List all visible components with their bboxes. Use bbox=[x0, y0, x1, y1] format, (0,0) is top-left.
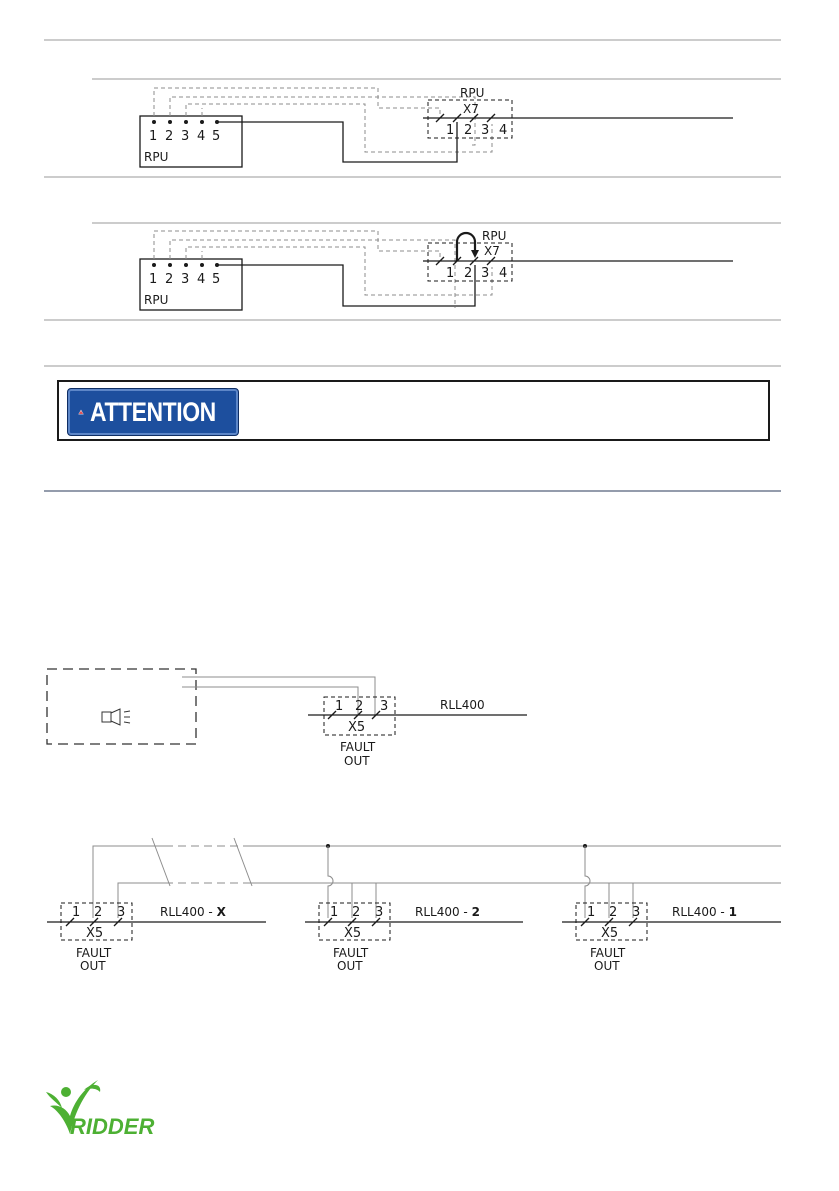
fault-out-chain-diagram bbox=[47, 838, 781, 973]
x5-terminal-number: 2 bbox=[609, 905, 618, 920]
fault-label: FAULT bbox=[340, 740, 376, 754]
connector-name: X5 bbox=[86, 926, 104, 941]
rll400-unit-2 bbox=[305, 903, 523, 973]
rpu-terminal-dots bbox=[152, 263, 219, 267]
attention-notice bbox=[57, 380, 770, 441]
fault-label: OUT bbox=[337, 959, 363, 973]
strip-terminal-number: 3 bbox=[481, 266, 490, 281]
connector-name: X5 bbox=[348, 720, 366, 735]
fault-out-single-diagram bbox=[47, 669, 527, 768]
x5-terminal-number: 1 bbox=[72, 905, 81, 920]
rpu-terminal-number: 2 bbox=[165, 129, 174, 144]
x5-terminal-number: 1 bbox=[330, 905, 339, 920]
attention-label: ATTENTION bbox=[90, 396, 216, 427]
strip-terminal-number: 2 bbox=[464, 266, 473, 281]
fault-label: FAULT bbox=[333, 946, 369, 960]
strip-title: RPU bbox=[482, 229, 507, 243]
strip-terminal-number: 4 bbox=[499, 123, 508, 138]
rll400-unit-x bbox=[47, 903, 266, 973]
x5-terminal-number: 3 bbox=[117, 905, 126, 920]
connector-name: X5 bbox=[601, 926, 619, 941]
rpu-terminal-number: 1 bbox=[149, 129, 158, 144]
attention-badge bbox=[67, 388, 239, 436]
horn-icon bbox=[102, 709, 130, 725]
rpu-terminal-number: 2 bbox=[165, 272, 174, 287]
strip-terminal-number: 1 bbox=[446, 266, 455, 281]
logo-wordmark: RIDDER bbox=[70, 1114, 155, 1139]
unit-label: RLL400 - 1 bbox=[672, 905, 737, 919]
fault-label: OUT bbox=[344, 754, 370, 768]
x5-terminal-number: 3 bbox=[375, 905, 384, 920]
connector-name: X5 bbox=[344, 926, 362, 941]
x5-terminal-number: 2 bbox=[355, 699, 364, 714]
strip-terminal-number: 3 bbox=[481, 123, 490, 138]
rpu-terminal-number: 3 bbox=[181, 129, 190, 144]
strip-terminal-number: 2 bbox=[464, 123, 473, 138]
fault-label: FAULT bbox=[76, 946, 112, 960]
x5-terminal-number: 2 bbox=[94, 905, 103, 920]
rpu-device-label: RPU bbox=[144, 293, 169, 307]
rpu-device-label: RPU bbox=[144, 150, 169, 164]
strip-name: X7 bbox=[484, 244, 500, 258]
unit-label: RLL400 bbox=[440, 698, 485, 712]
rpu-terminal-dots bbox=[152, 120, 219, 124]
strip-name: X7 bbox=[463, 102, 479, 116]
rpu-wiring-diagram-1 bbox=[140, 86, 733, 167]
rpu-terminal-number: 4 bbox=[197, 272, 206, 287]
x5-terminal-number: 3 bbox=[632, 905, 641, 920]
rll400-unit-1 bbox=[562, 903, 781, 973]
warning-icon bbox=[78, 395, 84, 429]
x5-terminal-number: 3 bbox=[380, 699, 389, 714]
unit-label: RLL400 - 2 bbox=[415, 905, 480, 919]
fault-label: FAULT bbox=[590, 946, 626, 960]
rpu-wiring-diagram-2 bbox=[140, 229, 733, 310]
strip-terminal-number: 1 bbox=[446, 123, 455, 138]
rpu-terminal-number: 3 bbox=[181, 272, 190, 287]
x5-terminal-number: 1 bbox=[335, 699, 344, 714]
fault-label: OUT bbox=[80, 959, 106, 973]
rpu-terminal-number: 5 bbox=[212, 129, 221, 144]
strip-terminal-number: 4 bbox=[499, 266, 508, 281]
fault-label: OUT bbox=[594, 959, 620, 973]
x5-terminal-number: 1 bbox=[587, 905, 596, 920]
x5-terminal-number: 2 bbox=[352, 905, 361, 920]
strip-title: RPU bbox=[460, 86, 485, 100]
unit-label: RLL400 - X bbox=[160, 905, 226, 919]
rpu-terminal-number: 1 bbox=[149, 272, 158, 287]
rpu-terminal-number: 5 bbox=[212, 272, 221, 287]
rpu-terminal-number: 4 bbox=[197, 129, 206, 144]
